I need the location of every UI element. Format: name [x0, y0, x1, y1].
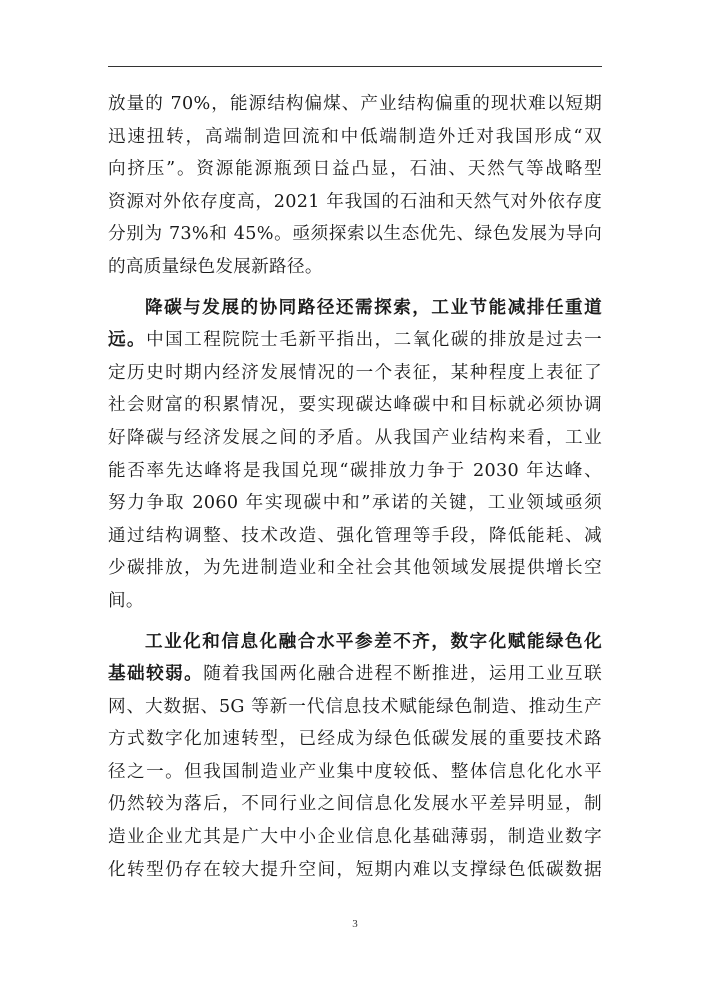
- text-line: 能否率先达峰将是我国兑现“碳排放力争于 2030 年达峰、: [108, 460, 602, 481]
- text-line: 放量的 70%，能源结构偏煤、产业结构偏重的现状难以短期: [108, 94, 602, 114]
- paragraph-heading: 工业化和信息化融合水平参差不齐，数字化赋能绿色化: [145, 631, 602, 652]
- document-body: [108, 88, 602, 886]
- paragraph-heading: 基础较弱。: [108, 664, 204, 685]
- text-line: 迅速扭转，高端制造回流和中低端制造外迁对我国形成“双: [108, 126, 602, 147]
- text-line: 向挤压”。资源能源瓶颈日益凸显，石油、天然气等战略型: [108, 159, 602, 180]
- paragraph-heading: 降碳与发展的协同路径还需探索，工业节能减排任重道: [145, 297, 602, 318]
- text-line: 的高质量绿色发展新路径。: [108, 256, 323, 277]
- text-line: 少碳排放，为先进制造业和全社会其他领域发展提供增长空: [108, 558, 602, 579]
- text-line: 远。中国工程院院士毛新平指出，二氧化碳的排放是过去一: [108, 330, 602, 351]
- page-number: 3: [352, 918, 358, 930]
- text-line: 基础较弱。随着我国两化融合进程不断推进，运用工业互联: [108, 664, 602, 685]
- paragraph: [108, 88, 602, 284]
- text-line: 网、大数据、5G 等新一代信息技术赋能绿色制造、推动生产: [108, 696, 602, 717]
- text-line: 通过结构调整、技术改造、强化管理等手段，降低能耗、减: [108, 525, 602, 546]
- text-line: 分别为 73%和 45%。亟须探索以生态优先、绿色发展为导向: [108, 224, 602, 245]
- paragraph: [108, 292, 602, 618]
- text-line: 造业企业尤其是广大中小企业信息化基础薄弱，制造业数字: [108, 827, 602, 848]
- text-line: 好降碳与经济发展之间的矛盾。从我国产业结构来看，工业: [108, 427, 602, 448]
- paragraph: [108, 626, 602, 887]
- text-line: 间。: [108, 590, 144, 611]
- text-line: [108, 292, 602, 325]
- text-line: 资源对外依存度高，2021 年我国的石油和天然气对外依存度: [108, 191, 602, 212]
- text-line: 定历史时期内经济发展情况的一个表征，某种程度上表征了: [108, 362, 602, 383]
- text-line: 社会财富的积累情况，要实现碳达峰碳中和目标就必须协调: [108, 395, 602, 416]
- paragraph-heading: 远。: [108, 330, 147, 351]
- text-line: 努力争取 2060 年实现碳中和”承诺的关键，工业领域亟须: [108, 493, 602, 514]
- text-line: 化转型仍存在较大提升空间，短期内难以支撑绿色低碳数据: [108, 859, 602, 880]
- text-line: 仍然较为落后，不同行业之间信息化发展水平差异明显，制: [108, 794, 602, 815]
- text-line: 方式数字化加速转型，已经成为绿色低碳发展的重要技术路: [108, 729, 602, 750]
- text-line: [108, 626, 602, 659]
- header-rule: [108, 66, 602, 67]
- text-line: 径之一。但我国制造业产业集中度较低、整体信息化化水平: [108, 761, 602, 782]
